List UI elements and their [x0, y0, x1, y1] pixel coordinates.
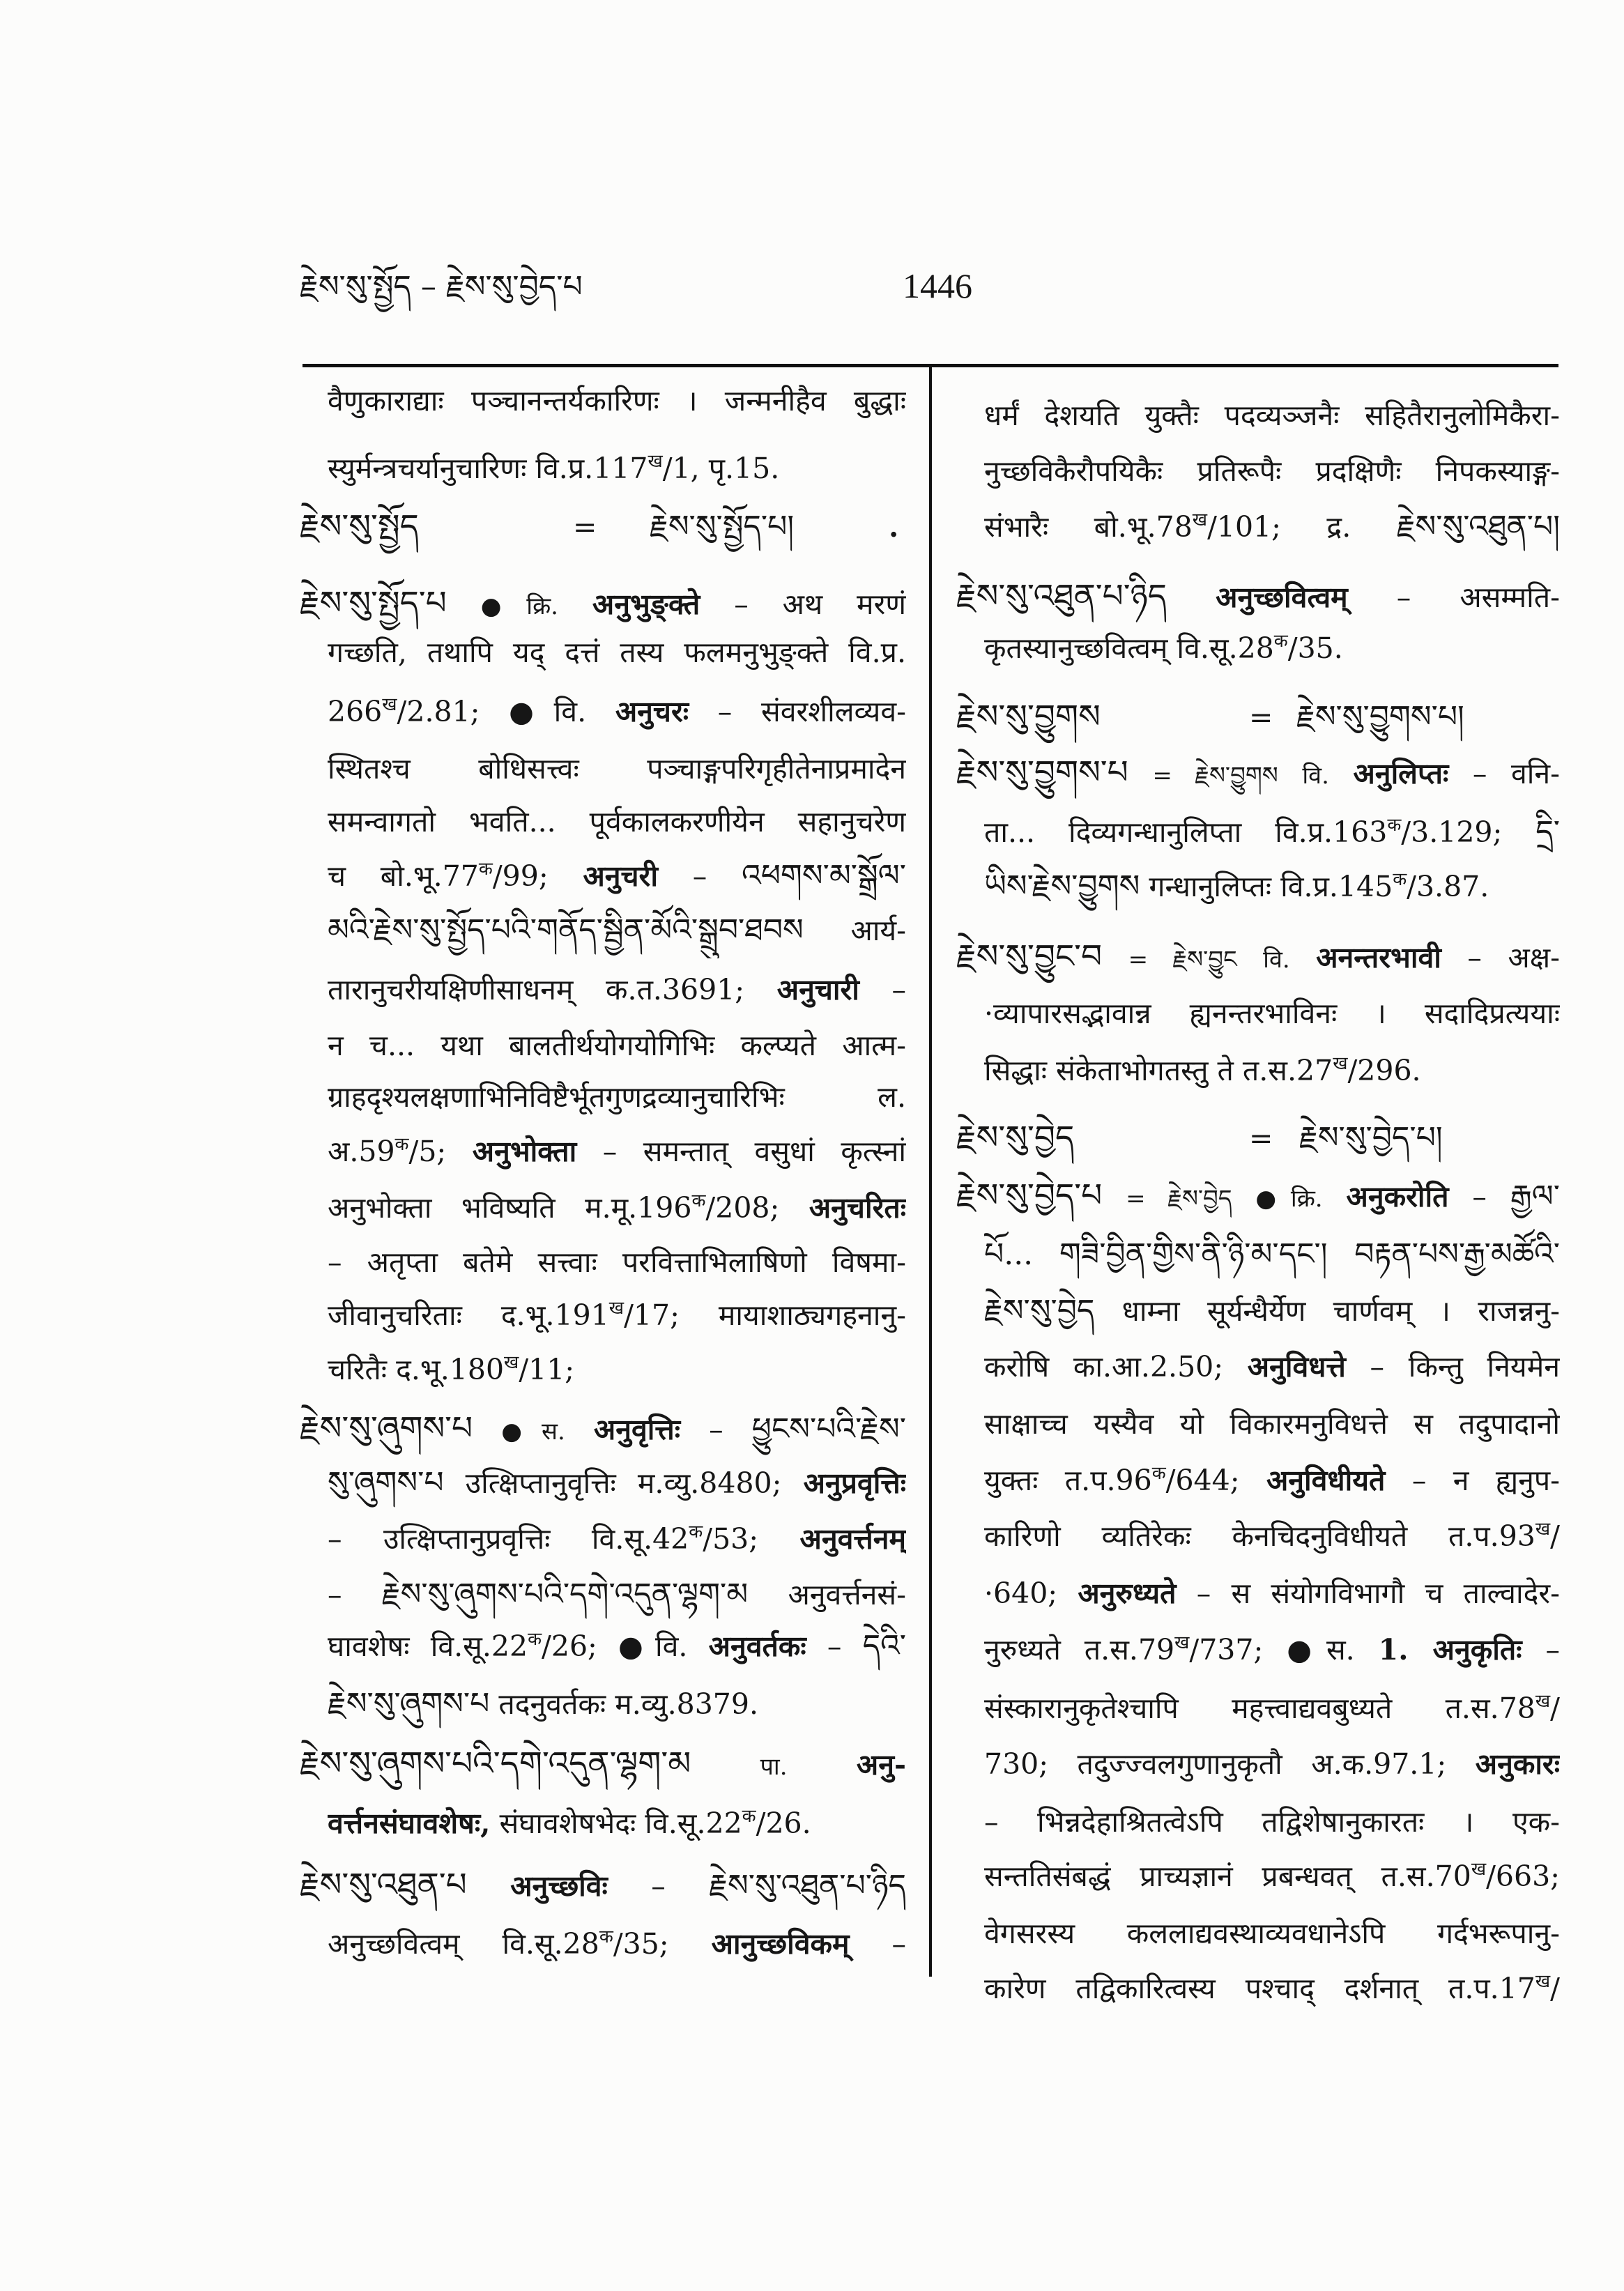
sanskrit-text: /663;: [1486, 1860, 1560, 1893]
headword: རྗེས་སུ་བྱུགས་པ: [956, 753, 1128, 792]
left-column-line: [328, 440, 906, 496]
tibetan-text: རྗེས་སུ་ཞུགས་པ: [328, 1686, 490, 1722]
left-column-line: [328, 1124, 906, 1179]
left-column-line: [328, 962, 906, 1018]
sanskrit-text: – न ह्यनुप-: [1411, 1464, 1560, 1497]
grammar-label: ●क्रि.: [480, 592, 558, 620]
right-column-line: [956, 1110, 1560, 1166]
sanskrit-text: तदनुवर्तकः म.व्यु.8379.: [498, 1687, 758, 1721]
sanskrit-text: /26; ●वि.: [542, 1630, 688, 1663]
headword: རྗེས་སུ་བྱུགས: [956, 698, 1101, 736]
tibetan-text: དེའི་: [862, 1628, 906, 1664]
headword: རྗེས་སུ་སྤྱོད་པ: [300, 584, 447, 622]
grammar-label: ●क्रि.: [1255, 1185, 1323, 1213]
cross-reference: རྗེས་སུ་བྱེད་པ།: [1299, 1120, 1443, 1156]
right-column-line: [956, 689, 1560, 745]
sanskrit-text: जीवानुचरिताः द.भू.191: [328, 1298, 609, 1332]
sanskrit-text: करोषि का.आ.2.50;: [984, 1350, 1224, 1384]
right-column-line: [984, 859, 1560, 914]
sanskrit-equivalent: अनुरुध्यते: [1078, 1577, 1177, 1610]
tibetan-text: མའི་རྗེས་སུ་སྤྱོད་པའི་གནོད་སྦྱིན་མོའི་སྒྲུབ་ཐབས: [328, 912, 804, 948]
sanskrit-text: तारानुचरीयक्षिणीसाधनम् क.त.3691;: [328, 973, 745, 1006]
left-column-line: [328, 1180, 906, 1236]
sanskrit-text: /: [1550, 1972, 1560, 2005]
folio-side-superscript: क: [1387, 815, 1402, 836]
sanskrit-text: – अथ मरणं: [734, 588, 906, 621]
sanskrit-text: नुच्छविकैरौपयिकैः प्रतिरूपैः प्रदक्षिणैः निपकस्याङ्ग-: [984, 454, 1560, 488]
right-column-line: [984, 1680, 1560, 1736]
sanskrit-text: अ.59: [328, 1135, 395, 1168]
sanskrit-text: वेगसरस्य कललाद्यवस्थाव्यवधानेऽपि गर्दभरूपानु-: [984, 1917, 1560, 1950]
dash: –: [827, 1630, 842, 1663]
left-column-line: [300, 1401, 906, 1457]
sanskrit-text: – असम्मति-: [1396, 581, 1560, 614]
sanskrit-text: ·640;: [984, 1577, 1058, 1610]
left-column-line: [300, 1736, 906, 1792]
left-column-line: [328, 848, 906, 904]
right-column-line: [956, 569, 1560, 625]
right-column-line: [984, 1453, 1560, 1508]
sanskrit-text: 730; तदुज्ज्वलगुणानुकृतौ अ.क.97.1;: [984, 1747, 1447, 1781]
headword: རྗེས་སུ་འཐུན་པ: [300, 1866, 467, 1904]
folio-side-superscript: ख: [1535, 1691, 1551, 1712]
page-number: 1446: [903, 266, 972, 305]
sanskrit-equivalent: अनन्तरभावी: [1316, 941, 1441, 974]
sanskrit-equivalent: अनुप्रवृत्तिः: [803, 1466, 906, 1500]
sanskrit-text: स्युर्मन्त्रचर्यानुचारिणः वि.प्र.117: [328, 452, 648, 485]
sanskrit-equivalent: 1. अनुकृतिः: [1378, 1633, 1522, 1666]
sanskrit-text: चरितैः द.भू.180: [328, 1353, 505, 1386]
tibetan-text: པོ...: [984, 1236, 1034, 1272]
sanskrit-text: – अक्ष-: [1467, 941, 1560, 974]
tibetan-text: རྗེས་སུ་འཐུན་པ་ཉིད: [709, 1868, 906, 1903]
sanskrit-text: /101; द्र.: [1207, 510, 1351, 544]
right-column-line: [984, 1906, 1560, 1961]
sanskrit-text: /296.: [1347, 1054, 1421, 1087]
sanskrit-text: साक्षाच्च यस्यैव यो विकारमनुविधत्ते स तदुपादानो: [984, 1407, 1560, 1441]
grammar-label: वि.: [1263, 946, 1290, 974]
right-column-line: [984, 1339, 1560, 1395]
left-column-line: [300, 1857, 906, 1913]
left-column-line: [328, 1234, 906, 1290]
right-column-line: [984, 1508, 1560, 1564]
left-column-line: [328, 684, 906, 740]
left-column-line: [328, 794, 906, 850]
sanskrit-text: /35.: [1287, 631, 1343, 665]
folio-side-superscript: क: [1393, 869, 1407, 890]
equals-sign: =: [1249, 700, 1273, 734]
right-column-line: [984, 1396, 1560, 1452]
sanskrit-text: युक्तः त.प.96: [984, 1464, 1152, 1497]
left-column-line: [328, 1567, 906, 1623]
sanskrit-text: /3.87.: [1407, 870, 1489, 903]
right-column-line: [984, 804, 1560, 860]
right-column-line: [984, 1565, 1560, 1621]
folio-side-superscript: ख: [504, 1352, 519, 1373]
sanskrit-text: 266: [328, 695, 383, 728]
sanskrit-text: – वनि-: [1472, 757, 1560, 790]
folio-side-superscript: क: [689, 1522, 703, 1542]
sanskrit-equivalent: अनु-: [856, 1748, 906, 1782]
sanskrit-text: संघावशेषभेदः वि.सू.22: [499, 1807, 742, 1840]
folio-side-superscript: ख: [1535, 1971, 1551, 1992]
folio-side-superscript: क: [1151, 1463, 1166, 1484]
dash: –: [891, 973, 906, 1006]
folio-side-superscript: क: [599, 1926, 613, 1947]
right-column-line: [984, 1794, 1560, 1850]
running-head: རྗེས་སུ་སྤྱོད – རྗེས་སུ་བྱེད་པ: [300, 269, 583, 305]
sanskrit-text: संस्कारानुकृतेश्चापि महत्त्वाद्यवबुध्यते त.स.78: [984, 1692, 1535, 1725]
dash: –: [1472, 1180, 1487, 1213]
sanskrit-text: /17; मायाशाठ्यगहनानु-: [624, 1298, 906, 1332]
left-column-line: [300, 499, 906, 555]
sanskrit-text: – स संयोगविभागौ च ताल्वादेर-: [1196, 1577, 1560, 1610]
sanskrit-text: /53;: [703, 1522, 759, 1556]
grammar-label: वि.: [1302, 762, 1329, 790]
sanskrit-text: उत्क्षिप्तानुवृत्तिः म.व्यु.8480;: [465, 1466, 782, 1500]
sanskrit-text: /644;: [1165, 1464, 1240, 1497]
right-column-line: [956, 745, 1560, 801]
sanskrit-text: घावशेषः वि.सू.22: [328, 1630, 528, 1663]
sanskrit-equivalent: अनुचारी: [776, 973, 859, 1006]
dash: –: [891, 1927, 906, 1961]
right-column-line: [984, 499, 1560, 555]
right-column-line: [984, 1227, 1560, 1282]
right-column-line: [984, 1736, 1560, 1792]
left-column-line: [328, 1618, 906, 1674]
sanskrit-text: समन्वागतो भवति... पूर्वकालकरणीयेन सहानुचरेण: [328, 805, 906, 838]
headword: རྗེས་སུ་བྱེད་པ: [956, 1177, 1103, 1215]
sanskrit-equivalent: अनुचरः: [615, 695, 689, 728]
sanskrit-text: – किन्तु नियमेन: [1370, 1350, 1560, 1384]
headword: རྗེས་སུ་བྱུང་བ: [956, 937, 1103, 976]
sanskrit-equivalent: अनुभुङ्क्ते: [592, 588, 700, 621]
left-column-line: [328, 373, 906, 429]
sanskrit-equivalent: अनुवृत्तिः: [593, 1413, 680, 1446]
folio-side-superscript: ख: [648, 451, 663, 472]
folio-side-superscript: ख: [1174, 1632, 1190, 1653]
sanskrit-text: ·व्यापारसद्भावान्न ह्यनन्तरभाविनः । सदादिप्रत्ययाः: [984, 997, 1560, 1030]
folio-side-superscript: ख: [1192, 509, 1208, 530]
sanskrit-text: ता... दिव्यगन्धानुलिप्ता वि.प्र.163: [984, 815, 1388, 849]
sanskrit-equivalent: अनुविधीयते: [1266, 1464, 1386, 1497]
dash: –: [328, 1578, 342, 1611]
left-column-line: [328, 741, 906, 797]
right-column-line: [984, 1043, 1560, 1098]
sanskrit-text: /26.: [756, 1807, 811, 1840]
tibetan-text: སུ་ཞུགས་པ: [328, 1465, 444, 1501]
folio-side-superscript: क: [528, 1629, 542, 1650]
sanskrit-equivalent: अनुलिप्तः: [1353, 757, 1449, 790]
sanskrit-equivalent: अनुचरी: [583, 859, 658, 893]
sanskrit-text: च बो.भू.77: [328, 859, 479, 893]
folio-side-superscript: ख: [382, 694, 397, 715]
folio-side-superscript: क: [691, 1190, 706, 1211]
headword: རྗེས་སུ་བྱེད: [956, 1119, 1075, 1157]
sanskrit-equivalent: अनुवर्त्तनम्: [799, 1522, 906, 1556]
left-column-line: [328, 1511, 906, 1567]
folio-side-superscript: क: [742, 1806, 756, 1827]
left-column-line: [328, 625, 906, 680]
sanskrit-text: सन्ततिसंबद्धं प्राच्यज्ञानं प्रबन्धवत् त.स.70: [984, 1860, 1471, 1893]
tibetan-text: རྗེས་སུ་བྱེད: [984, 1293, 1095, 1328]
left-column-line: [328, 1342, 906, 1397]
sanskrit-text: /1, पृ.15.: [662, 452, 780, 485]
left-column-line: [328, 1455, 906, 1511]
right-column-line: [956, 1168, 1560, 1224]
sanskrit-text: /35;: [613, 1927, 669, 1961]
sanskrit-equivalent: अनुच्छविः: [510, 1869, 608, 1903]
tibetan-text: རྒྱལ་: [1510, 1179, 1560, 1214]
column-divider: [929, 365, 932, 1977]
stray-mark: .: [889, 510, 899, 544]
left-column-line: [328, 1069, 906, 1125]
folio-side-superscript: ख: [608, 1298, 625, 1319]
folio-side-superscript: ख: [1333, 1053, 1348, 1074]
sanskrit-text: कारिणो व्यतिरेकः केनचिदनुविधीयते त.प.93: [984, 1519, 1535, 1553]
sanskrit-text: संभारैः बो.भू.78: [984, 510, 1193, 544]
tibetan-text: འཕགས་མ་སྒྲོལ་: [741, 858, 906, 894]
sanskrit-text: /: [1550, 1692, 1560, 1725]
sanskrit-equivalent: अनुच्छवित्वम्: [1216, 581, 1348, 614]
sanskrit-text: न च... यथा बालतीर्थयोगयोगिभिः कल्प्यते आत्म-: [328, 1029, 906, 1062]
equals-sign: =: [1249, 1121, 1273, 1155]
sanskrit-equivalent: अनुचरितः: [809, 1191, 906, 1225]
dash: –: [692, 859, 707, 893]
equals-sign: =: [573, 510, 597, 544]
sanskrit-text: ग्राहदृश्यलक्षणाभिनिविष्टैर्भूतगुणद्रव्यानुचारिभिः ल.: [328, 1080, 906, 1114]
sanskrit-text: /: [1550, 1519, 1560, 1553]
sanskrit-text: धाम्ना सूर्यन्धैर्येण चार्णवम् । राजन्ननु-: [1121, 1294, 1560, 1328]
right-column-line: [984, 620, 1560, 676]
left-column-line: [328, 1795, 906, 1851]
short-form: = རྗེས་བྱེད: [1126, 1185, 1232, 1213]
headword: རྗེས་སུ་ཞུགས་པ: [300, 1409, 473, 1448]
sanskrit-equivalent: अनुकारः: [1475, 1747, 1560, 1781]
headword: རྗེས་སུ་ཞུགས་པའི་དགེ་འདུན་ལྷག་མ: [300, 1745, 691, 1783]
folio-side-superscript: क: [1273, 631, 1288, 652]
headword: རྗེས་སུ་སྤྱོད: [300, 507, 419, 546]
sanskrit-text: वैणुकाराद्याः पञ्चानन्तर्यकारिणः । जन्मनीहैव बुद्धाः: [328, 384, 906, 417]
sanskrit-text: /99;: [492, 859, 549, 893]
right-column-line: [984, 986, 1560, 1041]
sanskrit-text: /3.129;: [1401, 815, 1503, 849]
tibetan-text: ཕྱུངས་པའི་རྗེས་: [751, 1411, 906, 1447]
left-column-line: [328, 1916, 906, 1972]
sanskrit-text: अनुच्छवित्वम् वि.सू.28: [328, 1927, 599, 1961]
sanskrit-text: /208;: [705, 1191, 780, 1225]
cross-reference: རྗེས་སུ་འཐུན་པ།: [1396, 509, 1560, 544]
left-column-line: [328, 1018, 906, 1073]
grammar-label: ●स.: [501, 1418, 565, 1446]
right-column-line: [984, 443, 1560, 499]
tibetan-text: རྗེས་སུ་ཞུགས་པའི་དགེ་འདུན་ལྷག་མ: [381, 1577, 749, 1612]
folio-side-superscript: ख: [1471, 1859, 1487, 1880]
sanskrit-equivalent: अनुकरोति: [1346, 1180, 1449, 1213]
tibetan-text: དྲི་: [1535, 814, 1560, 850]
left-column-line: [328, 1676, 906, 1732]
left-column-line: [300, 576, 906, 631]
dash: –: [651, 1869, 666, 1903]
dash: –: [1545, 1633, 1560, 1666]
left-column-line: [328, 1287, 906, 1343]
folio-side-superscript: ख: [1535, 1519, 1551, 1540]
sanskrit-text: कृतस्यानुच्छवित्वम् वि.सू.28: [984, 631, 1274, 665]
folio-side-superscript: क: [394, 1134, 409, 1155]
right-column-line: [956, 929, 1560, 985]
sanskrit-text: स्थितश्च बोधिसत्त्वः पञ्चाङ्गपरिगृहीतेनाप्रमादेन: [328, 752, 906, 786]
right-column-line: [984, 1848, 1560, 1904]
left-column-line: [328, 903, 906, 958]
cross-reference: རྗེས་སུ་སྤྱོད་པ།: [650, 509, 795, 544]
right-column-line: [984, 1961, 1560, 2016]
sanskrit-text: नुरुध्यते त.स.79: [984, 1633, 1175, 1666]
right-column-line: [984, 1622, 1560, 1678]
sanskrit-text: – समन्तात् वसुधां कृत्स्नां: [602, 1135, 906, 1168]
short-form: = རྗེས་བྱུང: [1128, 946, 1237, 974]
short-form: = རྗེས་བྱུགས: [1152, 762, 1278, 790]
right-column-line: [984, 1283, 1560, 1339]
sanskrit-text: धर्मं देशयति युक्तैः पदव्यञ्जनैः सहितैरानुलोमिकैरा-: [984, 399, 1560, 432]
sanskrit-equivalent: आनुच्छविकम्: [711, 1927, 850, 1961]
headword: རྗེས་སུ་འཐུན་པ་ཉིད: [956, 577, 1167, 615]
sanskrit-text: /5;: [408, 1135, 447, 1168]
sanskrit-text: कारेण तद्विकारित्वस्य पश्चाद् दर्शनात् त.प.17: [984, 1972, 1535, 2005]
cross-reference: རྗེས་སུ་བྱུགས་པ།: [1296, 699, 1464, 735]
sanskrit-text: गच्छति, तथापि यद् दत्तं तस्य फलमनुभुङ्क्ते वि.प्र.: [328, 636, 906, 669]
sanskrit-text: अनुभोक्ता भविष्यति म.मू.196: [328, 1191, 692, 1225]
grammar-label: पा.: [760, 1753, 788, 1781]
sanskrit-text: – उत्क्षिप्तानुप्रवृत्तिः वि.सू.42: [328, 1522, 689, 1556]
sanskrit-text: – अतृप्ता बतेमे सत्त्वाः परवित्ताभिलाषिणो विषमा-: [328, 1246, 906, 1279]
tibetan-text: ཡིས་རྗེས་བྱུགས: [984, 868, 1140, 904]
sanskrit-text: आर्य-: [850, 914, 906, 947]
sanskrit-equivalent: अनुविधत्ते: [1247, 1350, 1346, 1384]
dash: –: [709, 1413, 723, 1446]
right-column-line: [984, 388, 1560, 443]
sanskrit-text: गन्धानुलिप्तः वि.प्र.145: [1149, 870, 1393, 903]
sanskrit-text: /2.81; ●वि.: [397, 695, 587, 728]
sanskrit-text: /737; ●स.: [1189, 1633, 1355, 1666]
sanskrit-equivalent: वर्त्तनसंघावशेषः,: [328, 1807, 491, 1840]
sanskrit-text: /11;: [519, 1353, 575, 1386]
sanskrit-text: – भिन्नदेहाश्रितत्वेऽपि तद्विशेषानुकारतः । एक-: [984, 1805, 1560, 1839]
sanskrit-text: अनुवर्त्तनसं-: [788, 1578, 906, 1611]
sanskrit-text: – संवरशीलव्यव-: [717, 695, 906, 728]
sanskrit-equivalent: अनुवर्तकः: [708, 1630, 806, 1663]
folio-side-superscript: क: [478, 859, 493, 880]
sanskrit-equivalent: अनुभोक्ता: [472, 1135, 577, 1168]
sanskrit-text: सिद्धाः संकेताभोगतस्तु ते त.स.27: [984, 1054, 1333, 1087]
tibetan-text: གཟི་བྱིན་གྱིས་ནི་ཉི་མ་དང་། བརྟན་པས་རྒྱ་མཚོའི་: [1059, 1236, 1560, 1272]
